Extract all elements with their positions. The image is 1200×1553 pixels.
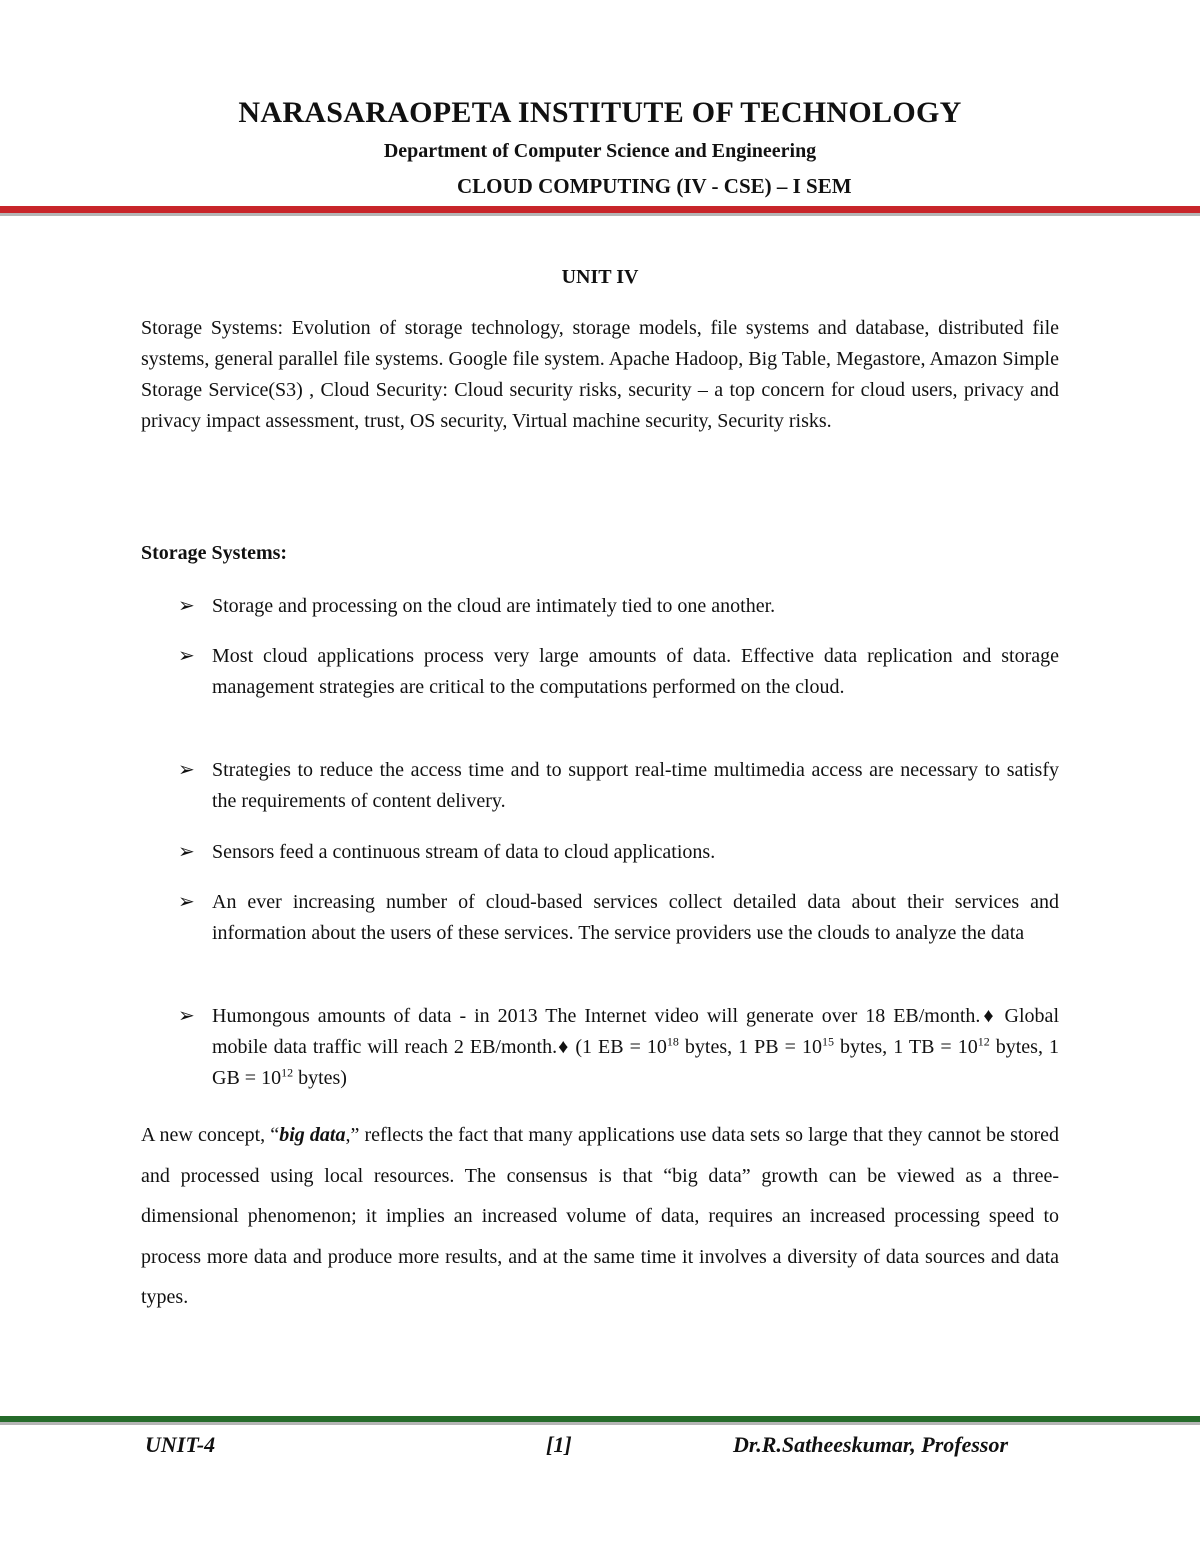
- footer-author: Dr.R.Satheeskumar, Professor: [733, 1432, 1009, 1457]
- arrow-bullet-icon: ➢: [178, 595, 195, 617]
- list-item: [178, 591, 1059, 622]
- page-number: [1]: [546, 1432, 572, 1457]
- list-item-text: An ever increasing number of cloud-based services collect detailed data about their services and information about the users of these services. The service providers use the clouds to analyze the data: [212, 891, 1059, 944]
- unit-title: UNIT IV: [561, 266, 639, 288]
- arrow-bullet-icon: ➢: [178, 841, 195, 863]
- syllabus-paragraph: Storage Systems: Evolution of storage technology, storage models, file systems and database, distributed file systems, general parallel file systems. Google file system. Apache Hadoop, Big Table, Megastore, Amazon Simple Storage Service(S3) , Cloud Security: Cloud security risks, security – a top concern for cloud users, privacy and privacy impact assessment, trust, OS security, Virtual machine security, Security risks.: [141, 317, 1059, 432]
- header-rule: [0, 206, 1200, 213]
- header-rule-shadow: [0, 213, 1200, 216]
- arrow-bullet-icon: ➢: [178, 759, 195, 781]
- big-data-paragraph: A new concept, “big data,” reflects the fact that many applications use data sets so large that they cannot be stored and processed using local resources. The consensus is that “big data” growth can be viewed as a three-dimensional phenomenon; it implies an increased volume of data, requires an increased processing speed to process more data and produce more results, and at the same time it involves a diversity of data sources and data types.: [141, 1124, 1060, 1308]
- list-item: [178, 837, 1059, 868]
- institute-title: NARASARAOPETA INSTITUTE OF TECHNOLOGY: [238, 96, 962, 129]
- list-item-text: Sensors feed a continuous stream of data to cloud applications.: [212, 841, 716, 863]
- arrow-bullet-icon: ➢: [178, 1005, 195, 1027]
- list-item: [178, 755, 1059, 817]
- department-name: Department of Computer Science and Engineering: [383, 140, 817, 162]
- list-item: [178, 1001, 1059, 1094]
- list-item-text: Storage and processing on the cloud are intimately tied to one another.: [212, 595, 776, 617]
- footer-unit: UNIT-4: [145, 1432, 216, 1457]
- exponent: 12: [281, 1065, 294, 1080]
- list-item-text: Humongous amounts of data - in 2013 The Internet video will generate over 18 EB/month.♦ Global mobile data traffic will reach 2 EB/month.♦ (1 EB = $10^{18}$ bytes, 1 PB = $10^{15}$ bytes, 1 TB = $10^{12}$ bytes, 1 GB = $10^{12}$ bytes): [212, 1005, 1059, 1089]
- footer-rule-shadow: [0, 1422, 1200, 1425]
- exponent: 18: [666, 1034, 679, 1049]
- arrow-bullet-icon: ➢: [178, 645, 195, 667]
- exponent: 15: [821, 1034, 834, 1049]
- list-item-text: Most cloud applications process very large amounts of data. Effective data replication and storage management strategies are critical to the computations performed on the cloud.: [212, 645, 1059, 698]
- course-title: CLOUD COMPUTING (IV - CSE) – I SEM: [457, 174, 852, 198]
- exponent: 12: [977, 1034, 990, 1049]
- big-data-emphasis: big data: [279, 1124, 346, 1146]
- arrow-bullet-icon: ➢: [178, 891, 195, 913]
- list-item: [178, 641, 1059, 703]
- list-item: [178, 887, 1059, 949]
- list-item-text: Strategies to reduce the access time and to support real-time multimedia access are necessary to satisfy the requirements of content delivery.: [212, 759, 1059, 812]
- section-heading: Storage Systems:: [141, 542, 288, 564]
